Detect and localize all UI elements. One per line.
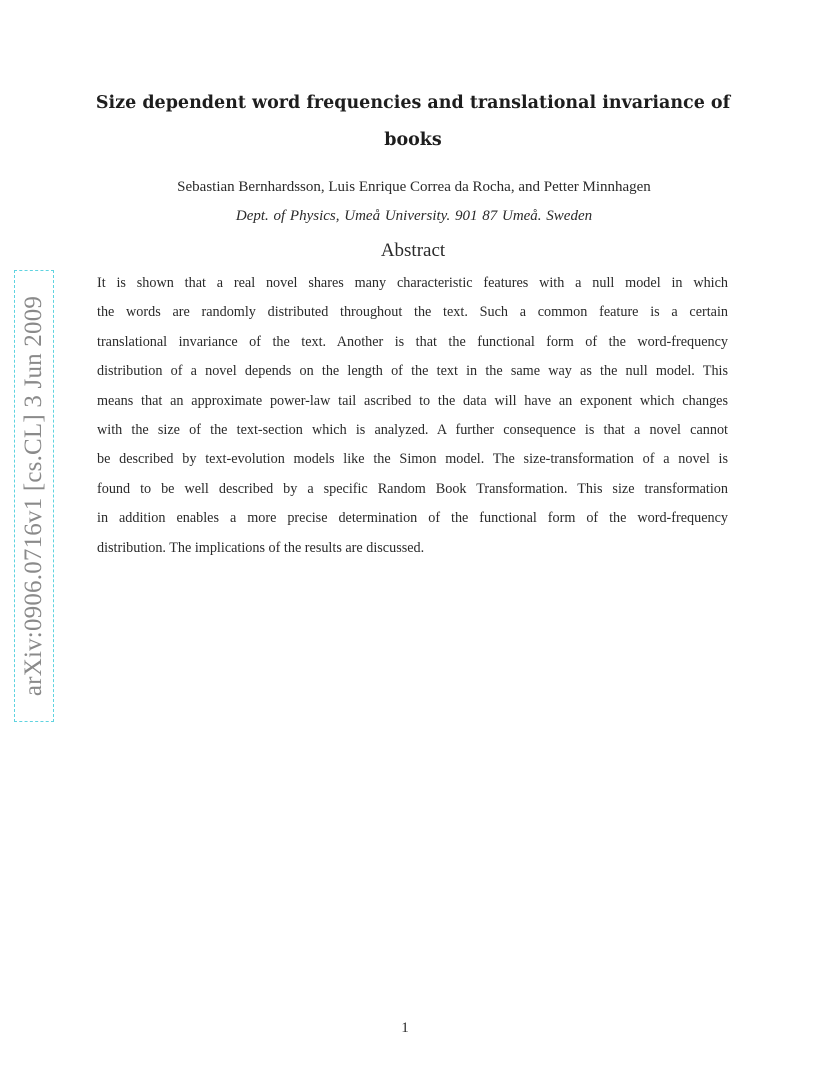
arxiv-identifier: arXiv:0906.0716v1 [cs.CL] 3 Jun 2009	[20, 295, 47, 697]
abstract-line: distribution. The implications of the results are discussed.	[97, 539, 425, 556]
abstract-line: the words are randomly distributed throughout the text. Such a common feature is a certain	[97, 304, 728, 321]
author-affiliation: Dept. of Physics, Umeå University. 901 87 Umeå. Sweden	[235, 208, 593, 224]
abstract-line: in addition enables a more precise determination of the functional form of the word-frequency	[97, 510, 728, 527]
abstract-heading: Abstract	[380, 240, 446, 261]
abstract-line: be described by text-evolution models like the Simon model. The size-transformation of a novel is	[97, 451, 728, 468]
abstract-line: translational invariance of the text. Another is that the functional form of the word-frequency	[97, 333, 728, 350]
abstract-line: found to be well described by a specific Random Book Transformation. This size transformation	[97, 480, 728, 497]
abstract-line: distribution of a novel depends on the length of the text in the same way as the null model. This	[97, 363, 728, 380]
abstract-line: with the size of the text-section which is analyzed. A further consequence is that a novel cannot	[97, 421, 728, 438]
abstract-body	[97, 272, 728, 566]
paper-title-line-1: Size dependent word frequencies and translational invariance of	[95, 93, 731, 113]
abstract-line: It is shown that a real novel shares many characteristic features with a null model in which	[97, 275, 728, 291]
abstract-line: means that an approximate power-law tail ascribed to the data will have an exponent which changes	[97, 392, 728, 409]
author-list: Sebastian Bernhardsson, Luis Enrique Correa da Rocha, and Petter Minnhagen	[177, 179, 651, 195]
paper-title-line-2: books	[384, 130, 442, 150]
page-number: 1	[401, 1020, 409, 1036]
